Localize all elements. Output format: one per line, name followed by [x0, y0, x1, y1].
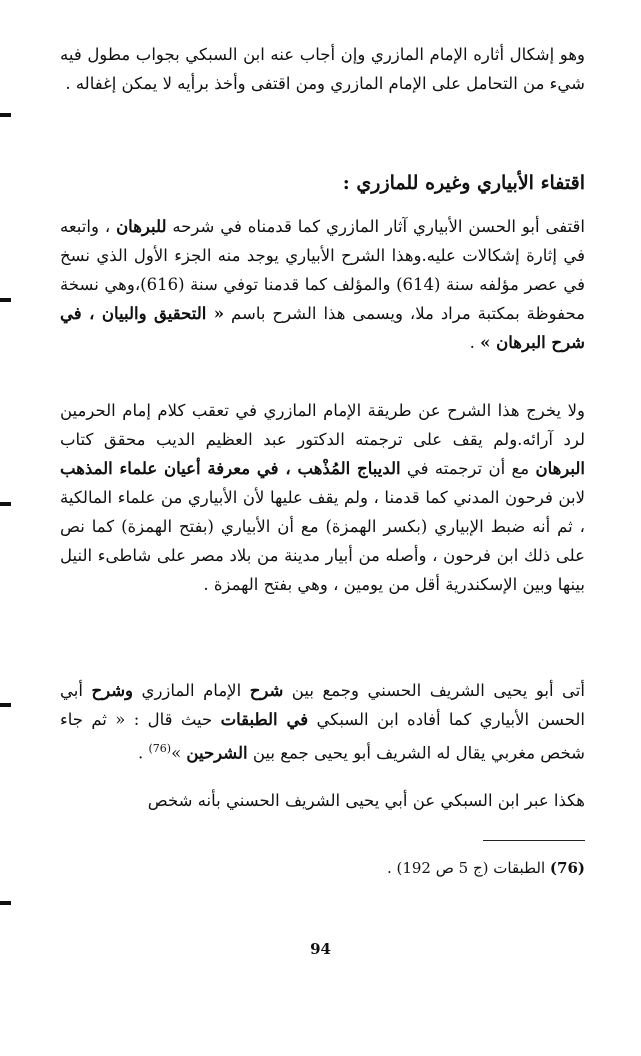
paragraph-2 — [60, 212, 585, 357]
footnote-divider — [483, 840, 585, 841]
scan-edge-mark — [0, 901, 11, 905]
p4-text-e: أبي الحسن الأبياري كما أفاده ابن السبكي — [60, 681, 586, 729]
paragraph-1-text: وهو إشكال أثاره الإمام المازري وإن أجاب عنه ابن السبكي بجواب مطول فيه شيء من التحامل على الإمام المازري ومن اقتفى وأخذ برأيه لا يمكن إغفاله . — [60, 45, 585, 93]
section-heading — [60, 168, 585, 198]
p3-text-a: ولا يخرج هذا الشرح عن طريقة الإمام المازري في تعقب كلام إمام الحرمين لرد آرائه.ولم يقف على ترجمته الدكتور عبد العظيم الديب محقق كتاب — [60, 401, 585, 449]
p4-text-i: » — [171, 743, 187, 763]
p2-text-a: اقتفى أبو الحسن الأبياري آثار المازري كما قدمناه في شرحه — [166, 217, 586, 236]
scan-edge-mark — [0, 703, 11, 707]
footnote-text: الطبقات (ج 5 ص 192) . — [386, 859, 546, 877]
p4-bold-washarh: وشرح — [91, 681, 134, 700]
p4-bold-tabaqat: في الطبقات — [220, 710, 309, 729]
p3-bold-dibaj: الديباج المُذْهب ، في معرفة أعيان علماء المذهب — [60, 459, 401, 478]
p2-bold-title: « التحقيق والبيان ، في شرح البرهان » — [60, 304, 585, 352]
paragraph-1 — [60, 40, 585, 98]
footnote — [60, 855, 585, 881]
p4-text-j: . — [137, 743, 149, 763]
p3-text-e: لابن فرحون المدني كما قدمنا ، ولم يقف عليها لأن الأبياري من علماء المالكية ، ثم أنه ضبط الإبياري (بكسر الهمزة) مع أن الأبياري (بفتح الهمزة) كما نص على ذلك ابن فرحون ، وأصله من أبيار مدينة من بلاد مصر على شاطىء النيل بينها وبين الإسكندرية أقل من يومين ، وهي بفتح الهمزة . — [60, 488, 585, 594]
p4-text-g: حيث قال : « ثم جاء شخص مغربي يقال له الشريف أبو يحيى جمع بين — [60, 710, 585, 763]
p4-text-a: أتى أبو يحيى الشريف الحسني وجمع بين — [283, 681, 585, 700]
paragraph-3 — [60, 396, 585, 599]
page-number: 94 — [310, 940, 331, 958]
p2-text-e: . — [469, 333, 481, 352]
p2-bold-burhan: للبرهان — [116, 217, 167, 236]
p3-text-c: مع أن ترجمته في — [400, 459, 536, 478]
paragraph-4 — [60, 676, 585, 768]
p4-text-c: الإمام المازري — [133, 681, 250, 700]
p4-bold-sharh: شرح — [249, 681, 284, 700]
p4-bold-sharhayn: الشرحين — [186, 743, 248, 763]
p3-bold-burhan: البرهان — [535, 459, 585, 478]
section-heading-text: اقتفاء الأبياري وغيره للمازري : — [342, 172, 585, 194]
scan-edge-mark — [0, 113, 11, 117]
footnote-number: (76) — [549, 859, 585, 877]
p2-text-c: ، واتبعه في إثارة إشكالات عليه.وهذا الشرح الأبياري يوجد منه الجزء الأول الذي نسخ في عصر مؤلفه سنة (614) والمؤلف كما قدمنا توفي سنة (616)،وهي نسخة محفوظة بمكتبة مراد ملا، ويسمى هذا الشرح باسم — [60, 217, 585, 323]
scan-edge-mark — [0, 298, 11, 302]
paragraph-5 — [60, 786, 585, 815]
scan-edge-mark — [0, 502, 11, 506]
footnote-reference[interactable]: (76) — [148, 742, 172, 755]
paragraph-5-text: هكذا عبر ابن السبكي عن أبي يحيى الشريف الحسني بأنه شخص — [147, 791, 585, 810]
